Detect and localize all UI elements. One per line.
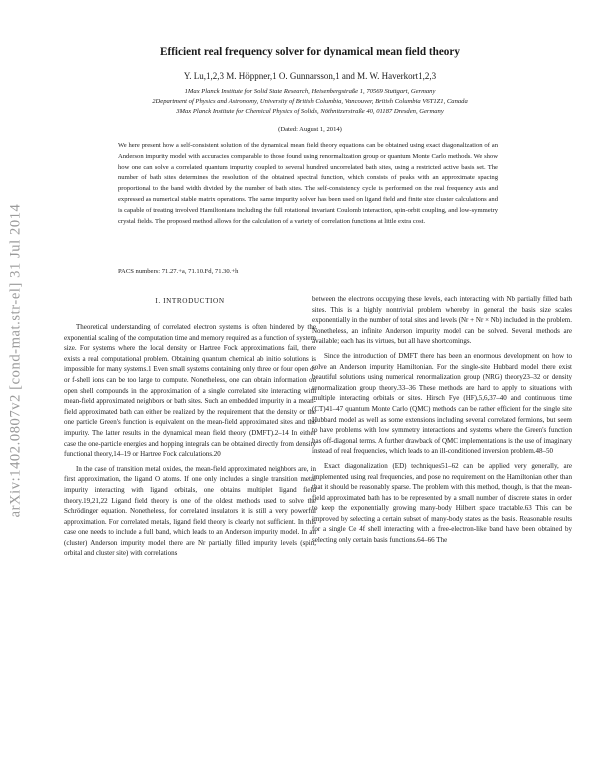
paper-title: Efficient real frequency solver for dynamical mean field theory xyxy=(160,46,460,58)
left-column xyxy=(64,322,316,559)
paragraph: Theoretical understanding of correlated electron systems is often hindered by the exponential scaling of the computation time and memory required as a function of system size. For systems where the local density or Hartree Fock approximations fail, there exists a real computational problem. Obtaining quantum chemical ab initio solutions is impossible for many systems.1 Even small systems containing only three or four open d- or f-shell ions can be too large to compute. Nonetheless, one can obtain information on open shell compounds in the approximation of a single correlated site interacting with mean-field approximated neighbors or bath sites. Such an embedded impurity in a mean-field approximated bath can either be realized by the requirement that the density or the one particle Green's function is equivalent on the mean-field approximated sites and the impurity. The latter results in the dynamical mean field theory (DMFT).2–14 In either case the one-particle energies and hopping integrals can be obtained directly from density functional theory,14–19 or Hartree Fock calculations.20 xyxy=(64,323,316,459)
abstract: We here present how a self-consistent solution of the dynamical mean field theory equations can be obtained using exact diagonalization of an Anderson impurity model with accuracies comparable to those found using renormalization group or quantum Monte Carlo methods. We show how one can solve a correlated quantum impurity coupled to several hundred uncorrelated bath sites, using a restricted active basis set. The number of bath sites determines the resolution of the obtained spectral function, which consists of peaks with an approximate spacing proportional to the band width divided by the number of bath sites. The self-consistency cycle is performed on the real frequency axis and expressed as numerical stable matrix operations. The same impurity solver has been used on ligand field and finite size cluster calculations and is capable of treating involved Hamiltonians including the full rotational invariant Coulomb interaction, spin-orbit coupling, and low-symmetry crystal fields. The proposed method allows for the calculation of a variety of correlation functions at little extra cost. xyxy=(118,142,498,225)
paragraph: In the case of transition metal oxides, the mean-field approximated neighbors are, in first approximation, the ligand O atoms. If one only includes a single transition metal impurity interacting with ligand orbitals, one obtains multiplet ligand field theory.19,21,22 Ligand field theory is one of the oldest methods used to solve the Schrödinger equation. Nonetheless, for correlated insulators it is still a very powerful approximation. For correlated metals, ligand field theory is clearly not sufficient. In this case one needs to include a full band, which leads to an Anderson impurity model. In an (cluster) Anderson impurity model there are Nr partially filled impurity levels (spin, orbital and cluster site) with correlations xyxy=(64,464,316,558)
arxiv-stamp xyxy=(6,150,26,570)
section-heading: I. INTRODUCTION xyxy=(155,297,225,305)
paragraph: between the electrons occupying these levels, each interacting with Nb partially filled bath sites. This is a highly nontrivial problem whereby in general the basis size scales exponentially in the number of total sites and levels (Nr + Nr × Nb) included in the problem. Nonetheless, an infinite Anderson impurity model can be solved. Several methods are available; each has its virtues, but all have shortcomings. xyxy=(312,295,572,346)
paragraph: Since the introduction of DMFT there has been an enormous development on how to solve an Anderson impurity Hamiltonian. For the single-site Hubbard model there exist beautiful solutions using numerical renormalization group (NRG) theory23–32 or density renormalization group theory.33–36 These methods are hard to apply to situations with multiple interacting orbitals or sites. Hirsch Fye (HF),5,6,37–40 and continuous time (CT)41–47 quantum Monte Carlo (QMC) methods can be rather efficient for the single site Hubbard model as well as some extensions including several correlated fermions, but seem to have problems with low symmetry interactions and systems where the Green's function has off-diagonal terms. A further drawback of QMC implementations is the use of imaginary instead of real frequencies, which leads to an ill-conditioned inversion problem.48–50 xyxy=(312,351,572,456)
affiliation-3: 3Max Planck Institute for Chemical Physics of Solids, Nöthnitzerstraße 40, 01187 Dresden, Germany xyxy=(176,108,444,115)
date-line: (Dated: August 1, 2014) xyxy=(278,126,342,133)
paragraph: Exact diagonalization (ED) techniques51–62 can be applied very generally, are implemented using real frequencies, and pose no requirement on the Hamiltonian other than that it should be reasonably sparse. The problem with this method, though, is that the mean-field approximated bath has to be represented by a small number of discrete states in order to keep the exponentially growing many-body Hilbert space tractable.63 This can be improved by selecting a certain subset of many-body states as the basis. Reasonable results for a single Ce 4f shell interacting with a free-electron-like band have been obtained by selecting only certain basis functions.64–66 The xyxy=(312,461,572,545)
arxiv-stamp-text: arXiv:1402.0807v2 [cond-mat.str-el] 31 Jul 2014 xyxy=(7,203,24,517)
affiliation-1: 1Max Planck Institute for Solid State Research, Heisenbergstraße 1, 70569 Stuttgart, Germany xyxy=(184,88,436,95)
author-list: Y. Lu,1,2,3 M. Höppner,1 O. Gunnarsson,1 and M. W. Haverkort1,2,3 xyxy=(183,71,437,81)
right-column xyxy=(312,294,572,546)
affiliation-2: 2Department of Physics and Astronomy, University of British Columbia, Vancouver, British Columbia V6T1Z1, Canada xyxy=(152,98,468,105)
pacs-numbers: PACS numbers: 71.27.+a, 71.10.Fd, 71.30.+h xyxy=(118,268,239,275)
